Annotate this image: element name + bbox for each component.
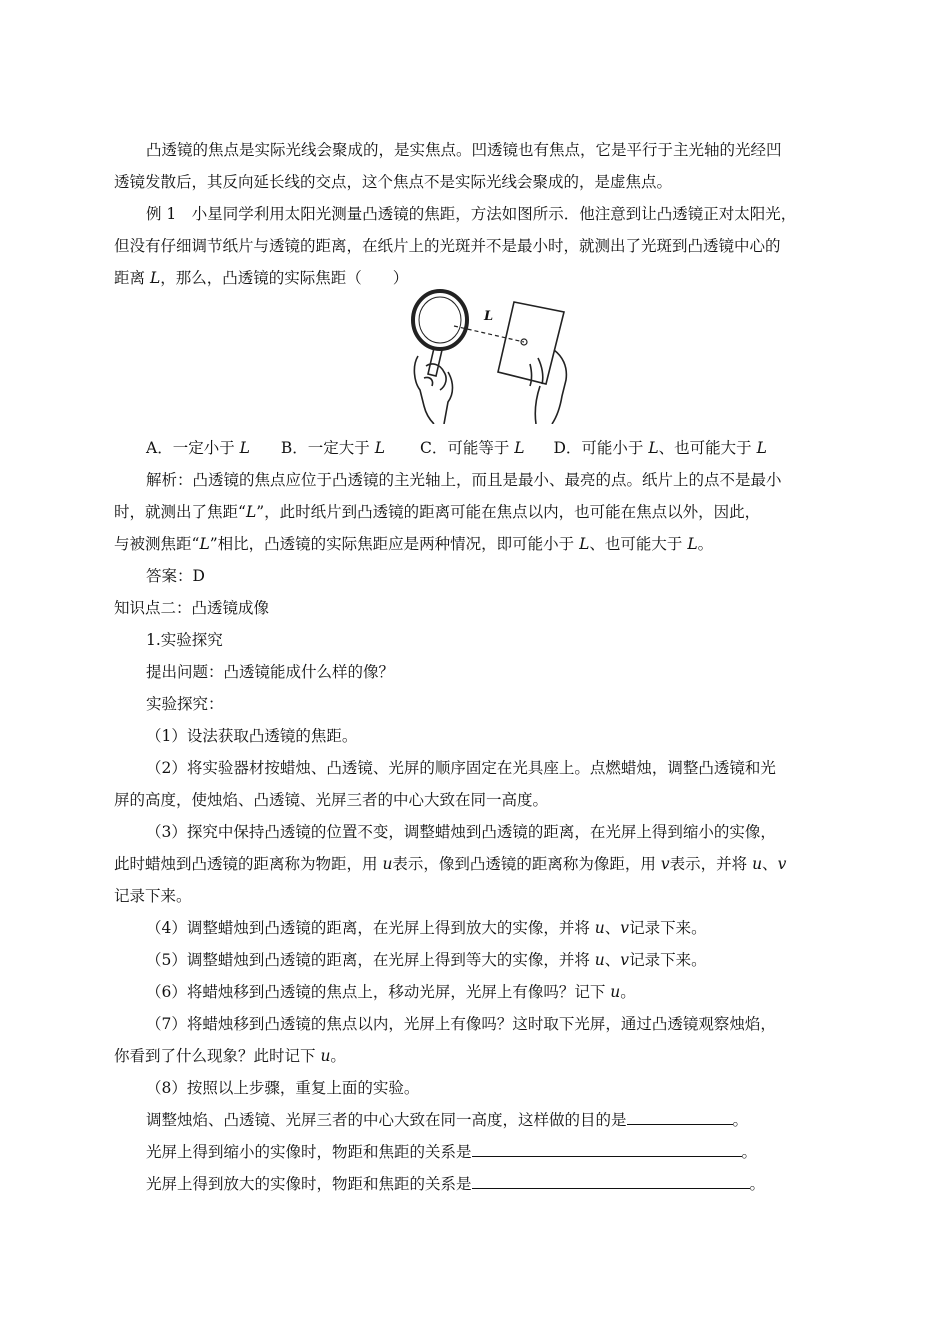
experiment-title: 1.实验探究 bbox=[146, 631, 223, 649]
analysis-line3: 与被测焦距“L”相比，凸透镜的实际焦距应是两种情况，即可能小于 L、也可能大于 L。 bbox=[114, 535, 714, 553]
experiment-label: 实验探究： bbox=[146, 695, 224, 713]
step-2-line1: （2）将实验器材按蜡烛、凸透镜、光屏的顺序固定在光具座上。点燃蜡烛，调整凸透镜和光 bbox=[146, 759, 776, 777]
figure-label-L: L bbox=[484, 309, 494, 324]
analysis-line1: 解析：凸透镜的焦点应位于凸透镜的主光轴上，而且是最小、最亮的点。纸片上的点不是最小 bbox=[146, 471, 782, 489]
step-1: （1）设法获取凸透镜的焦距。 bbox=[146, 727, 358, 745]
step-3-line2: 此时蜡烛到凸透镜的距离称为物距，用 u表示，像到凸透镜的距离称为像距，用 v表示，并将 u、v bbox=[114, 855, 787, 873]
para1-line2: 透镜发散后，其反向延长线的交点，这个焦点不是实际光线会聚成的，是虚焦点。 bbox=[114, 173, 673, 191]
option-c: C．可能等于 L bbox=[419, 439, 525, 457]
answer: 答案：D bbox=[146, 567, 205, 585]
experiment-question: 提出问题：凸透镜能成什么样的像？ bbox=[146, 663, 395, 681]
step-6: （6）将蜡烛移到凸透镜的焦点上，移动光屏，光屏上有像吗？记下 u。 bbox=[146, 983, 636, 1001]
para1-line1: 凸透镜的焦点是实际光线会聚成的，是实焦点。凹透镜也有焦点，它是平行于主光轴的光经凹 bbox=[146, 141, 782, 159]
example1-line3: 距离 L，那么，凸透镜的实际焦距（ ） bbox=[114, 269, 409, 287]
fill-question-2: 光屏上得到缩小的实像时，物距和焦距的关系是 。 bbox=[146, 1143, 758, 1161]
answer-blank-2[interactable] bbox=[472, 1142, 742, 1157]
fill-question-1: 调整烛焰、凸透镜、光屏三者的中心大致在同一高度，这样做的目的是 。 bbox=[146, 1111, 749, 1129]
step-3-line3: 记录下来。 bbox=[114, 887, 192, 905]
step-8: （8）按照以上步骤，重复上面的实验。 bbox=[146, 1079, 420, 1097]
example1-line1: 例 1 小星同学利用太阳光测量凸透镜的焦距，方法如图所示．他注意到让凸透镜正对太阳光， bbox=[146, 205, 797, 223]
analysis-line2: 时，就测出了焦距“L”，此时纸片到凸透镜的距离可能在焦点以内，也可能在焦点以外，因此， bbox=[114, 503, 761, 521]
step-7-line2: 你看到了什么现象？此时记下 u。 bbox=[114, 1047, 346, 1065]
magnifier-paper-illustration bbox=[404, 286, 582, 424]
example1-line2: 但没有仔细调节纸片与透镜的距离，在纸片上的光斑并不是最小时，就测出了光斑到凸透镜中心的 bbox=[114, 237, 781, 255]
step-5: （5）调整蜡烛到凸透镜的距离，在光屏上得到等大的实像，并将 u、v记录下来。 bbox=[146, 951, 707, 969]
option-a: A．一定小于 L bbox=[146, 439, 250, 457]
option-b: B．一定大于 L bbox=[280, 439, 386, 457]
step-2-line2: 屏的高度，使烛焰、凸透镜、光屏三者的中心大致在同一高度。 bbox=[114, 791, 549, 809]
step-4: （4）调整蜡烛到凸透镜的距离，在光屏上得到放大的实像，并将 u、v记录下来。 bbox=[146, 919, 707, 937]
step-3-line1: （3）探究中保持凸透镜的位置不变，调整蜡烛到凸透镜的距离，在光屏上得到缩小的实像， bbox=[146, 823, 776, 841]
options-line bbox=[146, 438, 767, 458]
magnifier-figure bbox=[404, 286, 582, 424]
answer-blank-3[interactable] bbox=[472, 1174, 750, 1189]
answer-blank-1[interactable] bbox=[627, 1110, 733, 1125]
option-d: D．可能小于 L、也可能大于 L bbox=[553, 439, 767, 457]
knowledge-point-2-heading: 知识点二：凸透镜成像 bbox=[114, 599, 270, 617]
step-7-line1: （7）将蜡烛移到凸透镜的焦点以内，光屏上有像吗？这时取下光屏，通过凸透镜观察烛焰， bbox=[146, 1015, 776, 1033]
fill-question-3: 光屏上得到放大的实像时，物距和焦距的关系是 。 bbox=[146, 1175, 766, 1193]
